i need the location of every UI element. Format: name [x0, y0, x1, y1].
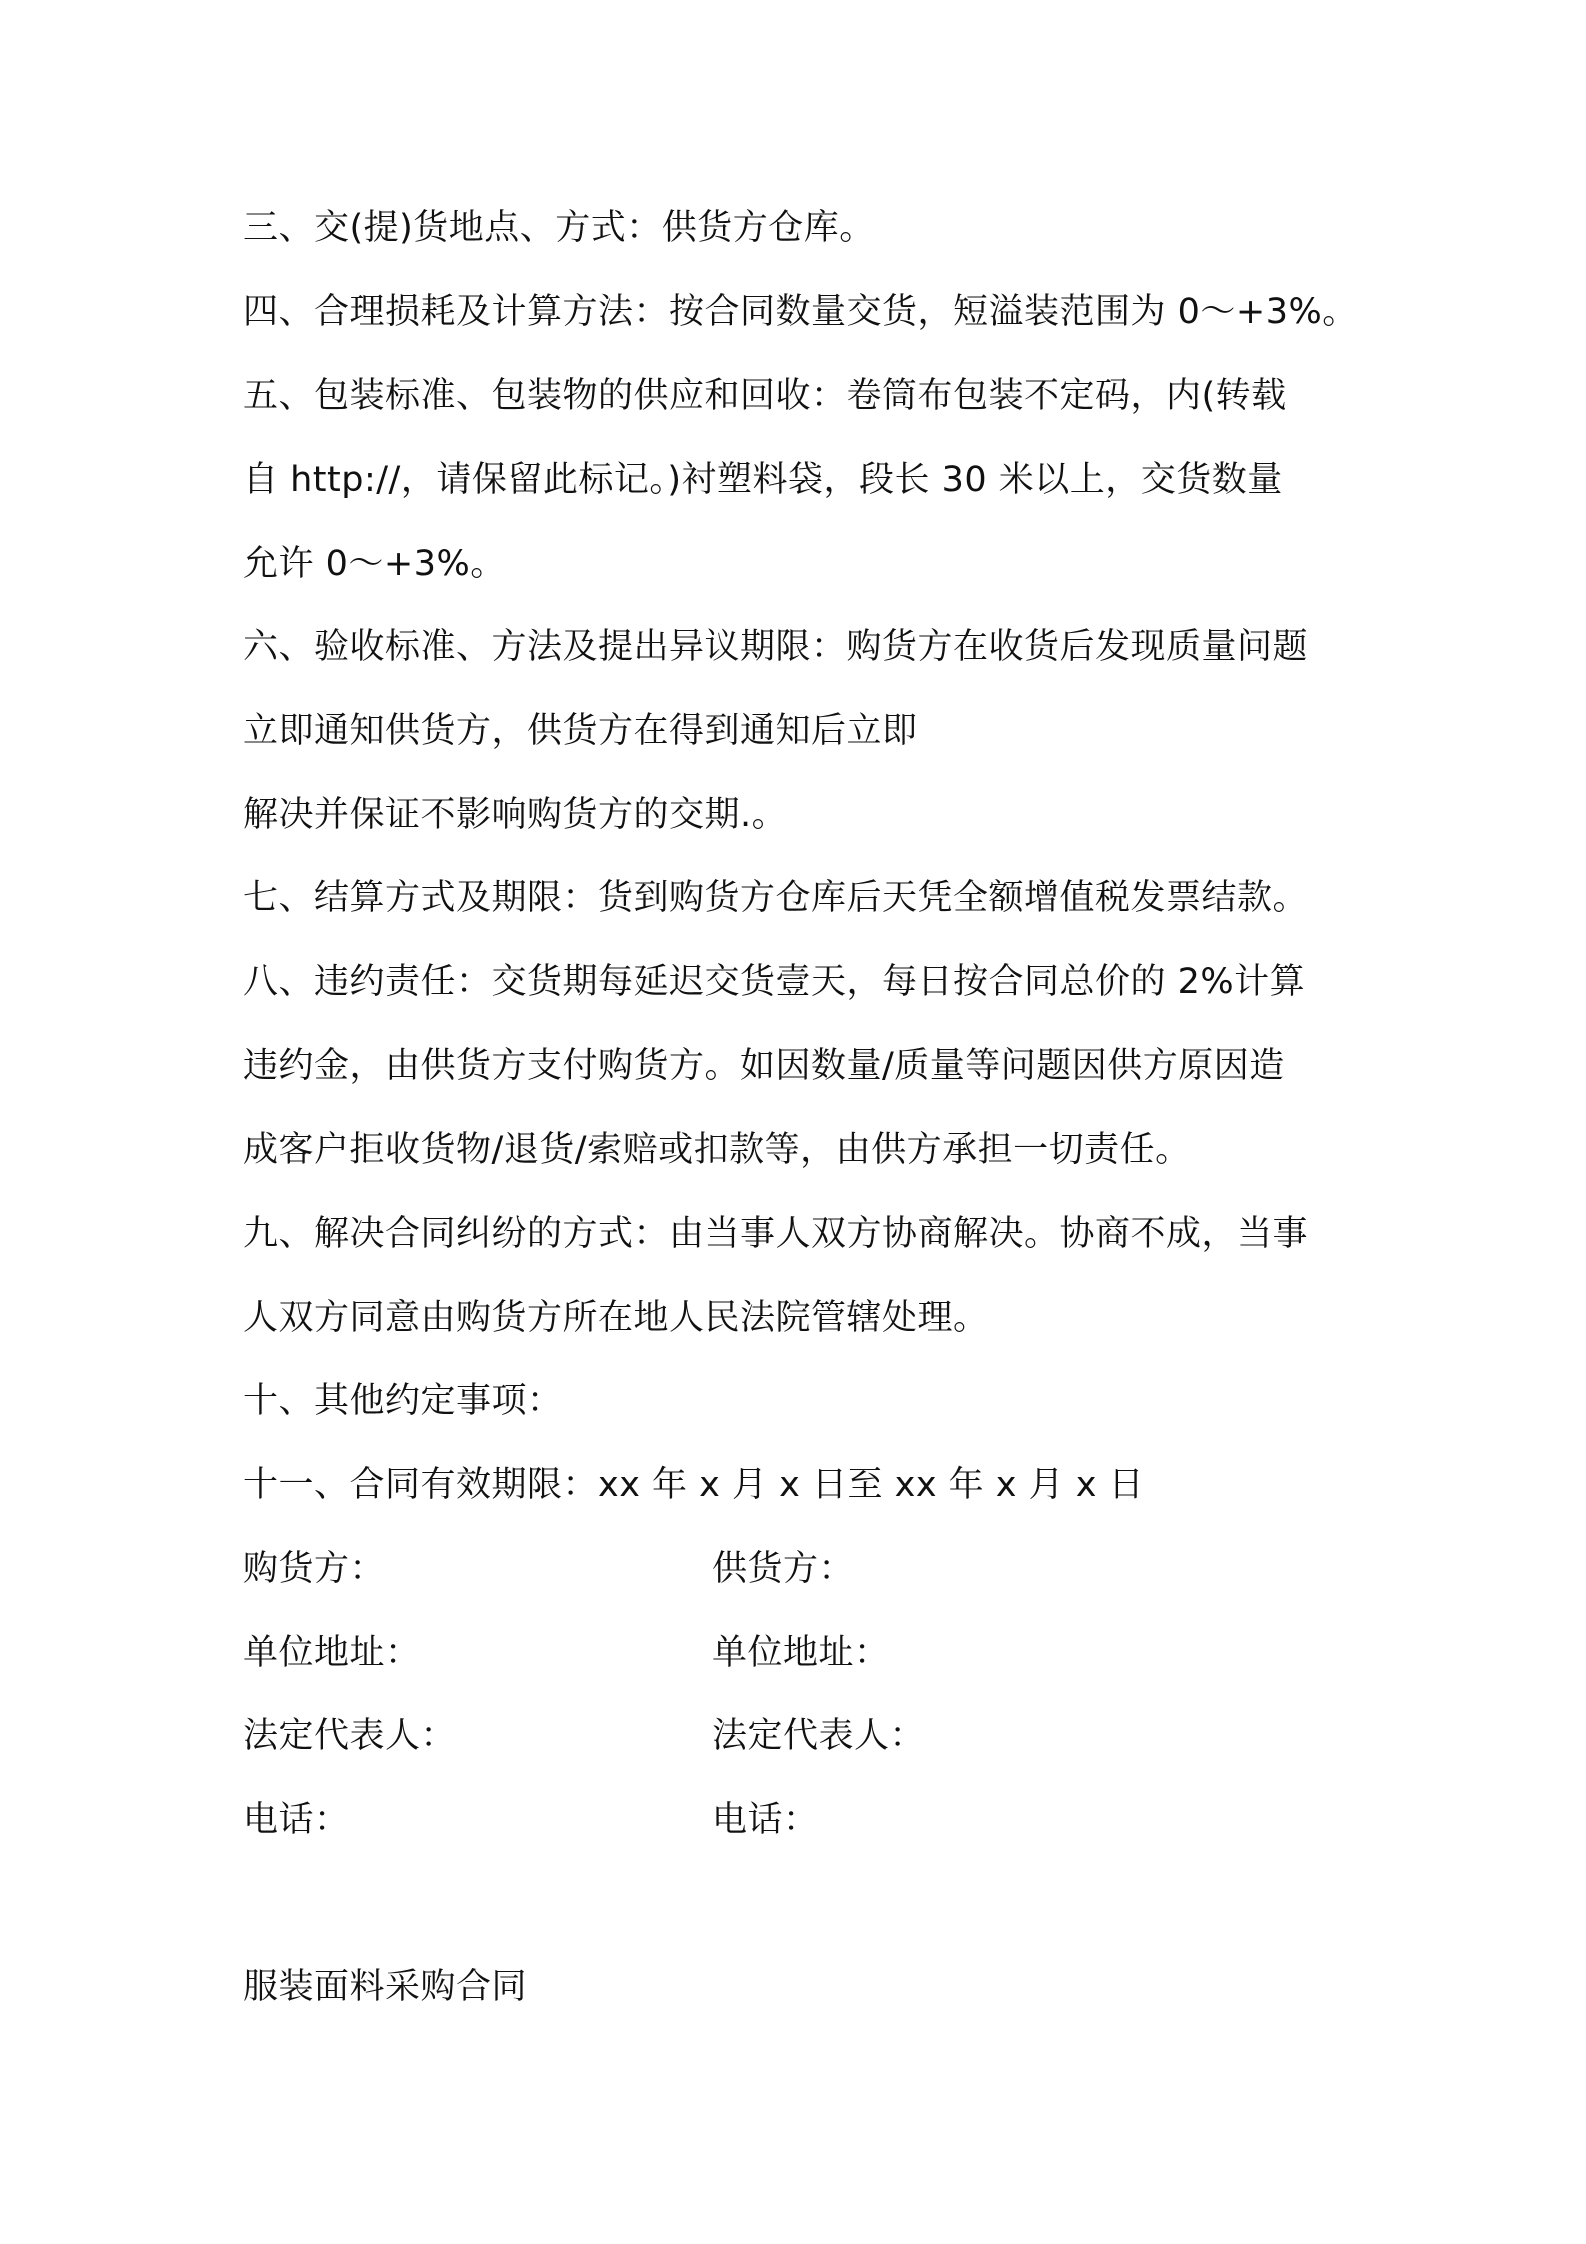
buyer-phone-label: 电话：: [243, 1800, 350, 1840]
clause-6-line-1: 六、验收标准、方法及提出异议期限：购货方在收货后发现质量问题: [243, 627, 1309, 667]
clause-9-line-1: 九、解决合同纠纷的方式：由当事人双方协商解决。协商不成，当事: [243, 1214, 1309, 1254]
buyer-representative-label: 法定代表人：: [243, 1716, 457, 1756]
supplier-representative-label: 法定代表人：: [712, 1716, 926, 1756]
buyer-party-label: 购货方：: [243, 1549, 386, 1589]
clause-7: 七、结算方式及期限：货到购货方仓库后天凭全额增值税发票结款。: [243, 878, 1309, 918]
clause-11: 十一、合同有效期限：xx 年 x 月 x 日至 xx 年 x 月 x 日: [243, 1465, 1145, 1505]
supplier-phone-label: 电话：: [712, 1800, 819, 1840]
clause-5-line-3: 允许 0～+3%。: [243, 544, 506, 584]
clause-10: 十、其他约定事项：: [243, 1381, 563, 1421]
clause-8-line-2: 违约金，由供货方支付购货方。如因数量/质量等问题因供方原因造: [243, 1046, 1285, 1086]
buyer-address-label: 单位地址：: [243, 1633, 421, 1673]
clause-3: 三、交(提)货地点、方式：供货方仓库。: [243, 208, 875, 248]
supplier-address-label: 单位地址：: [712, 1633, 890, 1673]
clause-6-line-2: 立即通知供货方，供货方在得到通知后立即: [243, 711, 918, 751]
clause-8-line-3: 成客户拒收货物/退货/索赔或扣款等，由供方承担一切责任。: [243, 1130, 1191, 1170]
clause-8-line-1: 八、违约责任：交货期每延迟交货壹天，每日按合同总价的 2%计算: [243, 962, 1306, 1002]
clause-5-line-2: 自 http://，请保留此标记。)衬塑料袋，段长 30 米以上，交货数量: [243, 460, 1283, 500]
next-contract-title: 服装面料采购合同: [243, 1967, 528, 2007]
clause-6-line-3: 解决并保证不影响购货方的交期.。: [243, 795, 788, 835]
clause-9-line-2: 人双方同意由购货方所在地人民法院管辖处理。: [243, 1298, 989, 1338]
supplier-party-label: 供货方：: [712, 1549, 855, 1589]
clause-4: 四、合理损耗及计算方法：按合同数量交货，短溢装范围为 0～+3%。: [243, 292, 1358, 332]
clause-5-line-1: 五、包装标准、包装物的供应和回收：卷筒布包装不定码，内(转载: [243, 376, 1287, 416]
